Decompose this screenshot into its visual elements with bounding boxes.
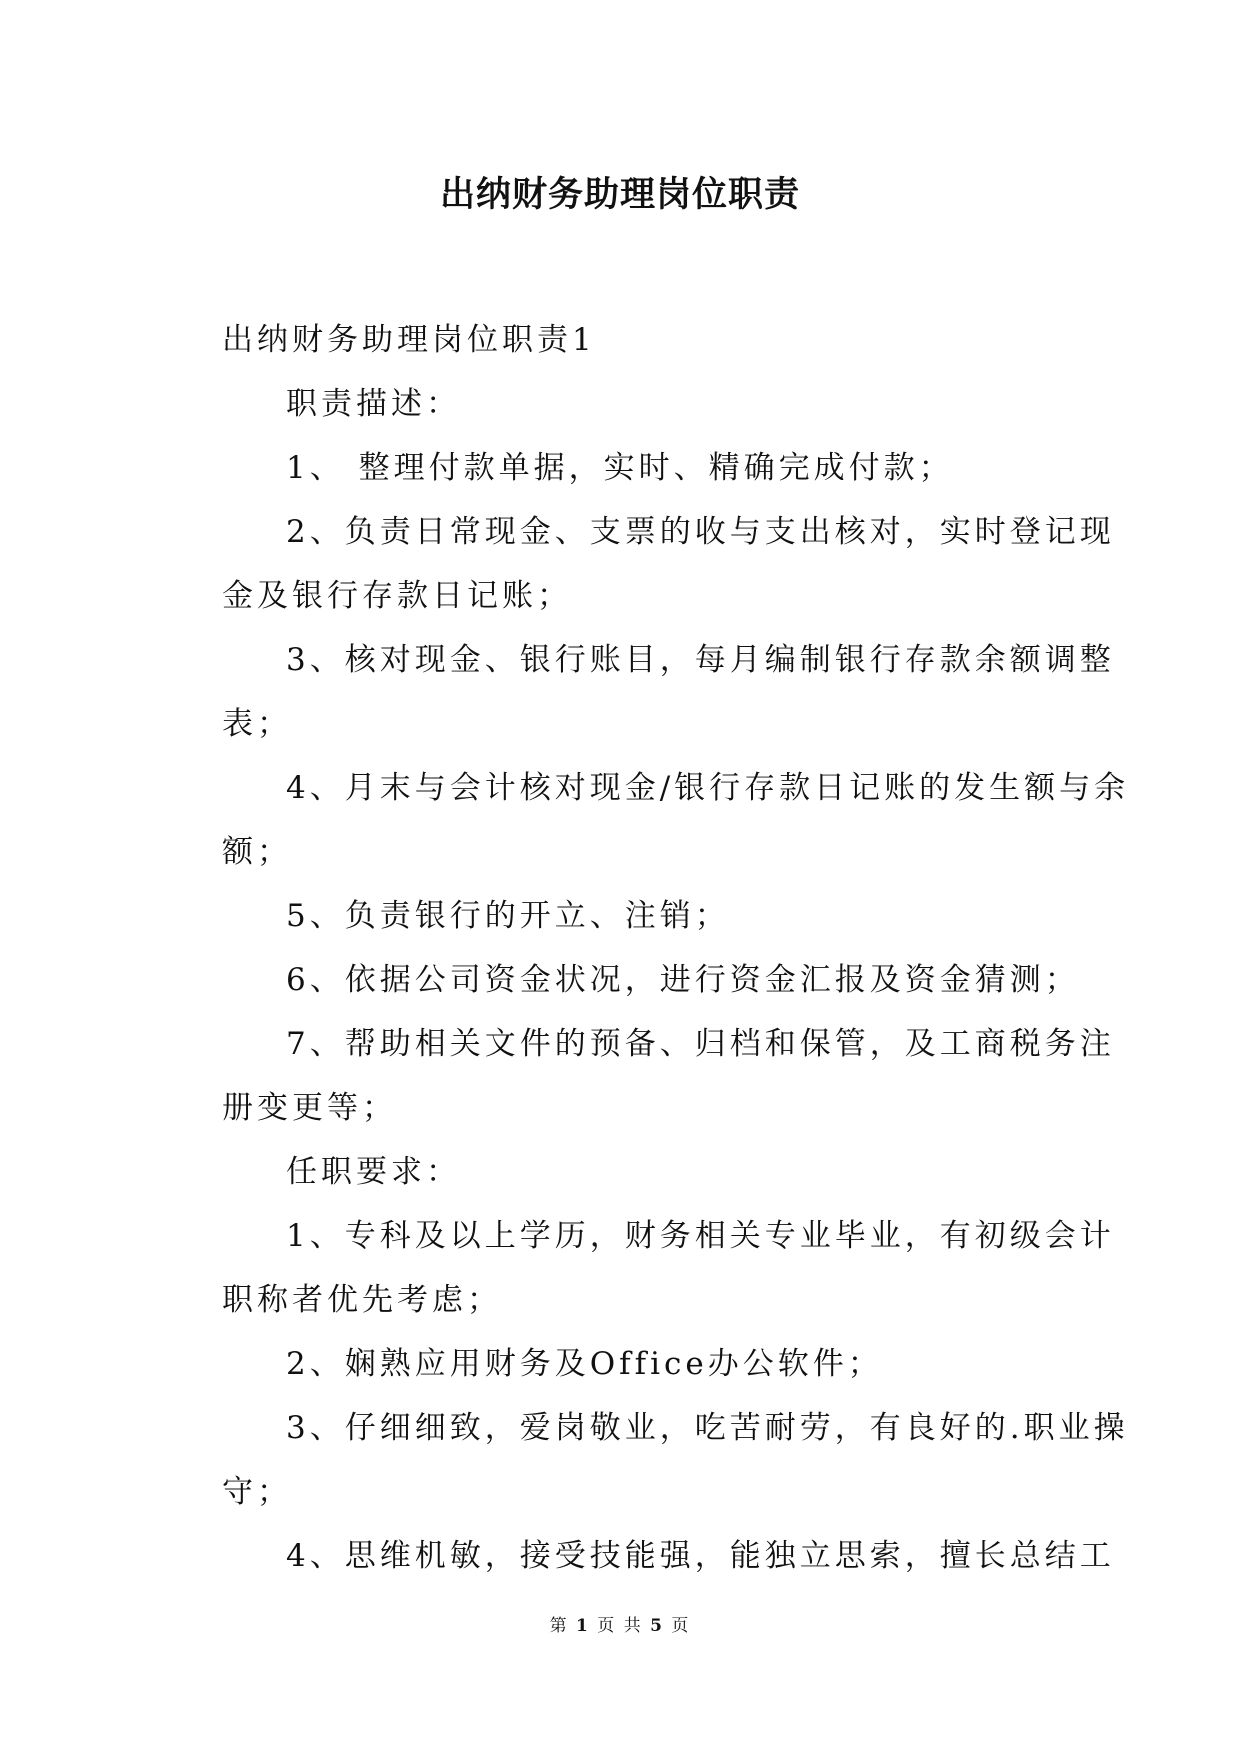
total-pages-number: 5 — [650, 1616, 664, 1636]
body-line: 表； — [222, 706, 292, 742]
body-line: 2、负责日常现金、支票的收与支出核对，实时登记现 — [286, 514, 1115, 550]
footer-prefix: 第 — [549, 1616, 569, 1636]
body-line: 任职要求： — [286, 1154, 461, 1190]
body-line: 职称者优先考虑； — [222, 1282, 502, 1318]
body-line: 6、依据公司资金状况，进行资金汇报及资金猜测； — [286, 962, 1080, 998]
body-line: 金及银行存款日记账； — [222, 578, 572, 614]
body-line: 2、娴熟应用财务及Office办公软件； — [286, 1346, 883, 1382]
body-line: 3、核对现金、银行账目，每月编制银行存款余额调整 — [286, 642, 1115, 678]
document-body — [222, 308, 1130, 1588]
footer-middle: 页 共 — [597, 1616, 643, 1636]
body-line: 5、负责银行的开立、注销； — [286, 898, 730, 934]
body-line: 1、专科及以上学历，财务相关专业毕业，有初级会计 — [286, 1218, 1115, 1254]
body-line: 职责描述： — [286, 386, 461, 422]
section-heading: 出纳财务助理岗位职责1 — [222, 322, 596, 358]
body-line: 额； — [222, 834, 292, 870]
current-page-number: 1 — [576, 1616, 590, 1636]
document-title: 出纳财务助理岗位职责 — [439, 174, 800, 215]
body-line: 3、仔细细致，爱岗敬业，吃苦耐劳，有良好的.职业操 — [286, 1410, 1129, 1446]
body-line: 4、月末与会计核对现金/银行存款日记账的发生额与余 — [286, 770, 1130, 806]
body-line: 4、思维机敏，接受技能强，能独立思索，擅长总结工 — [286, 1538, 1115, 1574]
body-line: 册变更等； — [222, 1090, 397, 1126]
body-line: 守； — [222, 1474, 292, 1510]
body-line: 7、帮助相关文件的预备、归档和保管，及工商税务注 — [286, 1026, 1115, 1062]
page-footer — [0, 1614, 1240, 1638]
body-line: 1、 整理付款单据，实时、精确完成付款； — [286, 450, 954, 486]
footer-suffix: 页 — [671, 1616, 691, 1636]
